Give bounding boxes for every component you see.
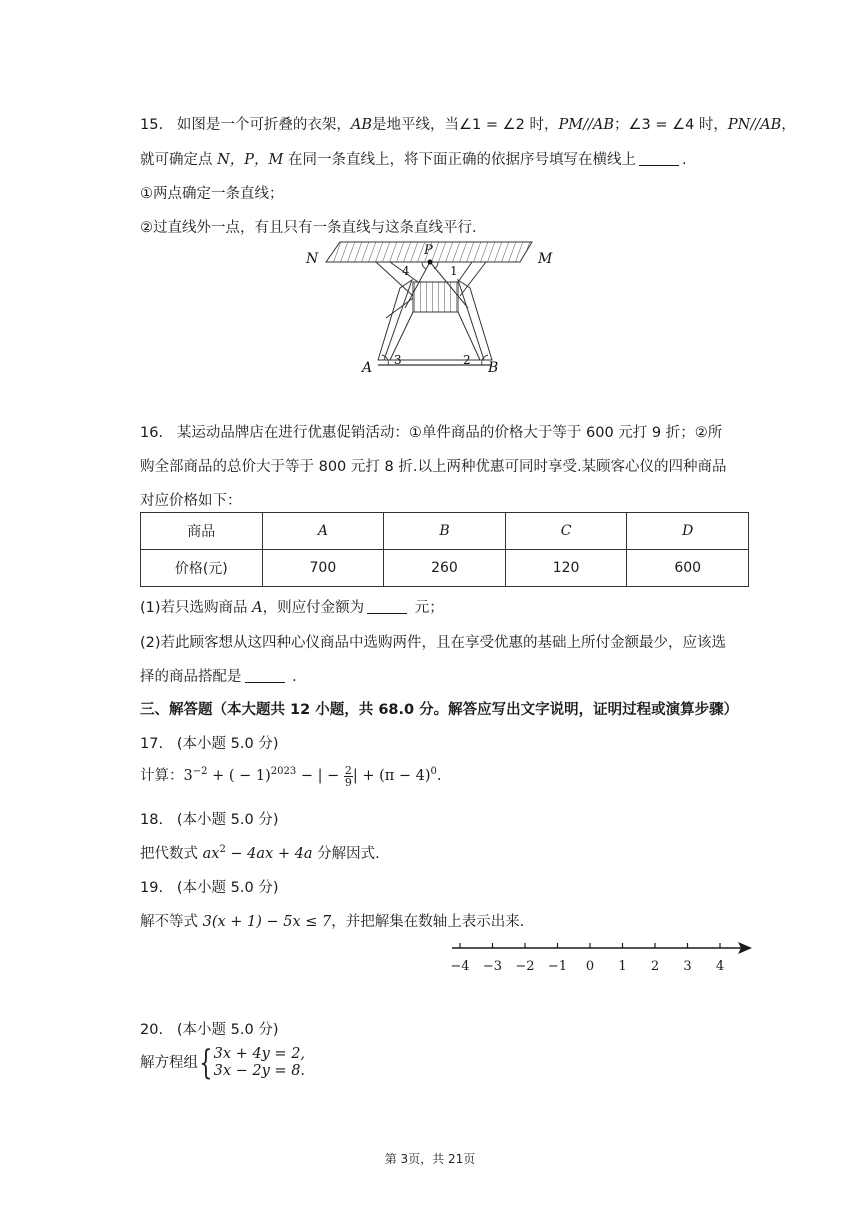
table-row	[141, 550, 749, 587]
q16-sub2-line1: (2)若此顾客想从这四种心仪商品中选购两件，且在享受优惠的基础上所付金额最少，应该选	[140, 635, 727, 651]
number-line-label: −1	[547, 959, 568, 974]
table-cell: 120	[505, 550, 627, 587]
q19-expression: 解不等式 3(x + 1) − 5x ≤ 7，并把解集在数轴上表示出来.	[140, 914, 525, 930]
price-table	[140, 512, 749, 587]
fraction: $\frac{2}{9}$	[344, 763, 352, 789]
table-cell: 260	[384, 550, 506, 587]
table-cell: B	[384, 513, 506, 550]
equation-system: 3x + 4y = 2, 3x − 2y = 8.	[213, 1046, 306, 1079]
number-line-label: 1	[618, 959, 627, 974]
q19-header: 19. (本小题 5.0 分)	[140, 880, 279, 896]
label-3: 3	[394, 353, 402, 367]
q16-line1: 16. 某运动品牌店在进行优惠促销活动：①单件商品的价格大于等于 600 元打 9 折；②所	[140, 425, 723, 441]
q16-number: 16.	[140, 425, 164, 441]
label-B: B	[488, 360, 499, 376]
answer-blank[interactable]	[367, 600, 407, 614]
label-1: 1	[450, 264, 458, 278]
label-M: M	[538, 251, 553, 267]
number-line-label: −3	[482, 959, 503, 974]
number-line-label: 0	[585, 959, 595, 974]
q20-system: 解方程组{ 3x + 4y = 2, 3x − 2y = 8.	[140, 1043, 306, 1083]
label-N: N	[306, 251, 319, 267]
answer-blank[interactable]	[639, 152, 679, 166]
q17-expression: 计算：$3^{-2}$ + ( − 1)$^{2023}$ − | − $\frac{2}{9}$ | + $(\pi - 4)^0$.	[140, 763, 442, 789]
table-cell: A	[262, 513, 384, 550]
number-line-label: −2	[515, 959, 535, 974]
q16-sub2-line2: 择的商品搭配是 .	[140, 669, 297, 685]
label-P: P	[424, 243, 433, 258]
table-cell: 700	[262, 550, 384, 587]
table-cell: 600	[627, 550, 749, 587]
q16-sub1: (1)若只选购商品 A，则应付金额为 元；	[140, 600, 444, 616]
q15-option2: ②过直线外一点，有且只有一条直线与这条直线平行．	[140, 220, 487, 236]
table-header-cell: 商品	[141, 513, 263, 550]
q18-expression: 把代数式 $ax^2 - 4ax + 4a$ 分解因式.	[140, 844, 380, 862]
number-line-label: 3	[683, 959, 692, 974]
label-2: 2	[463, 353, 471, 367]
clothes-rack-figure	[300, 238, 560, 378]
label-A: A	[362, 360, 373, 376]
label-4: 4	[402, 264, 410, 278]
q15-line1: 15. 如图是一个可折叠的衣架，AB是地平线，当∠1 = ∠2 时，PM//AB；∠3 = ∠4 时，PN//AB，	[140, 117, 796, 133]
q16-line3: 对应价格如下：	[140, 493, 242, 509]
number-line	[448, 934, 760, 978]
q15-option1: ①两点确定一条直线；	[140, 186, 284, 202]
number-line-label: −4	[450, 959, 470, 974]
q18-header: 18. (本小题 5.0 分)	[140, 812, 279, 828]
answer-blank[interactable]	[245, 669, 285, 683]
q17-header: 17. (本小题 5.0 分)	[140, 736, 279, 752]
table-row	[141, 513, 749, 550]
page-footer: 第 3页，共 21页	[384, 1152, 476, 1166]
q16-line2: 购全部商品的总价大于等于 800 元打 8 折.以上两种优惠可同时享受.某顾客心仪的四种商品	[140, 459, 727, 475]
table-header-cell: 价格(元)	[141, 550, 263, 587]
q15-number: 15.	[140, 117, 164, 133]
number-line-label: 4	[715, 959, 725, 974]
q15-line2: 就可确定点 N，P，M 在同一条直线上，将下面正确的依据序号填写在横线上 .	[140, 152, 687, 168]
number-line-label: 2	[650, 959, 660, 974]
section-title: 三、解答题（本大题共 12 小题，共 68.0 分。解答应写出文字说明，证明过程或演算步骤）	[140, 702, 739, 718]
q20-header: 20. (本小题 5.0 分)	[140, 1022, 279, 1038]
left-brace: {	[199, 1043, 213, 1083]
table-cell: C	[505, 513, 627, 550]
table-cell: D	[627, 513, 749, 550]
